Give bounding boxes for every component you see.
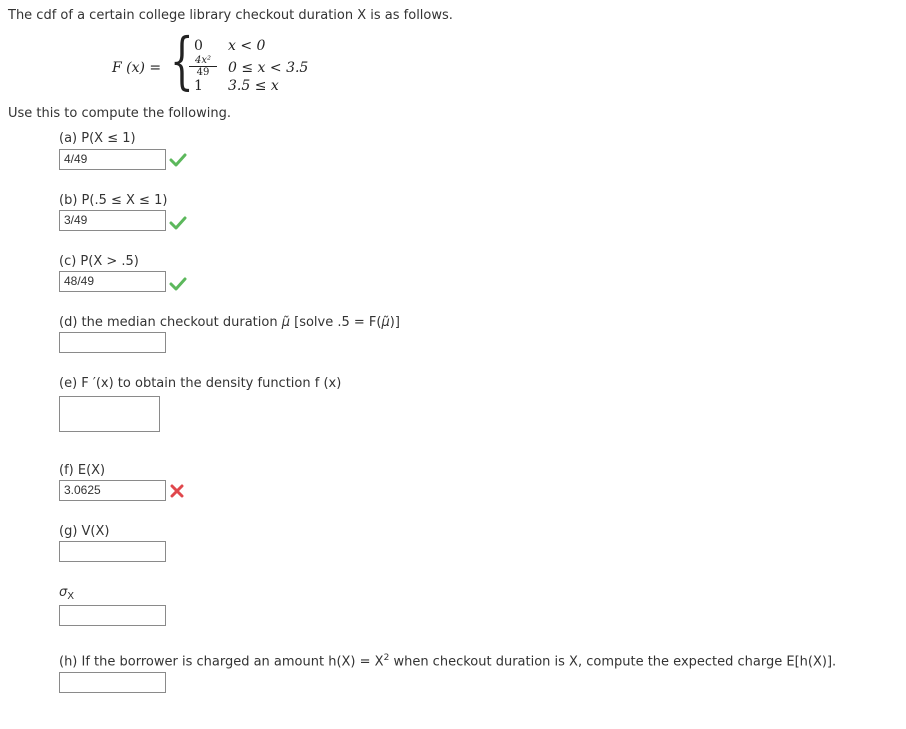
cdf-brace: { xyxy=(170,24,194,97)
check-icon xyxy=(169,216,187,230)
sigma-symbol: σ xyxy=(59,585,68,600)
part-a-answer-input[interactable]: 4/49 xyxy=(59,149,166,170)
cdf-row0-condition: x < 0 xyxy=(228,38,266,54)
part-b-answer-input[interactable]: 3/49 xyxy=(59,210,166,231)
median-symbol: μ̃ xyxy=(281,315,290,330)
sigma-answer-input[interactable] xyxy=(59,605,166,626)
part-a-label: (a) P(X ≤ 1) xyxy=(59,131,136,146)
part-g-answer-input[interactable] xyxy=(59,541,166,562)
cdf-row2-condition: 3.5 ≤ x xyxy=(228,78,279,94)
cdf-row0-value: 0 xyxy=(194,38,203,54)
part-f-answer-input[interactable]: 3.0625 xyxy=(59,480,166,501)
cdf-row1-numerator: 4x² xyxy=(189,55,217,67)
part-e-label: (e) F ′(x) to obtain the density function f (x) xyxy=(59,376,342,391)
part-g-label: (g) V(X) xyxy=(59,524,110,539)
part-f-label: (f) E(X) xyxy=(59,463,106,478)
x-icon xyxy=(170,484,184,498)
intro-text: The cdf of a certain college library checkout duration X is as follows. xyxy=(8,8,453,23)
part-c-answer-input[interactable]: 48/49 xyxy=(59,271,166,292)
part-d-label-post: )] xyxy=(389,315,400,330)
check-icon xyxy=(169,277,187,291)
part-d-label-pre: (d) the median checkout duration xyxy=(59,315,282,330)
part-b-label: (b) P(.5 ≤ X ≤ 1) xyxy=(59,193,168,208)
part-h-label-pre: (h) If the borrower is charged an amount h(X) = X xyxy=(59,654,384,670)
cdf-row1-fraction xyxy=(189,55,217,78)
part-e-answer-input[interactable] xyxy=(59,396,160,432)
part-h-label xyxy=(59,653,836,669)
sigma-subscript: X xyxy=(67,591,75,602)
cdf-row1-denominator: 49 xyxy=(196,67,210,78)
sigma-label xyxy=(59,585,74,600)
part-h-label-sup: 2 xyxy=(383,653,390,663)
part-d-answer-input[interactable] xyxy=(59,332,166,353)
part-c-label: (c) P(X > .5) xyxy=(59,254,139,269)
cdf-lhs: F (x) = xyxy=(112,60,162,76)
cdf-row1-condition: 0 ≤ x < 3.5 xyxy=(228,60,309,76)
part-h-answer-input[interactable] xyxy=(59,672,166,693)
part-h-label-post: when checkout duration is X, compute the expected charge E[h(X)]. xyxy=(389,654,837,670)
cdf-row2-value: 1 xyxy=(194,78,203,94)
part-d-label xyxy=(59,315,400,330)
instruction-text: Use this to compute the following. xyxy=(8,106,231,121)
median-symbol: μ̃ xyxy=(381,315,390,330)
check-icon xyxy=(169,153,187,167)
part-d-label-mid: [solve .5 = F( xyxy=(290,315,382,330)
